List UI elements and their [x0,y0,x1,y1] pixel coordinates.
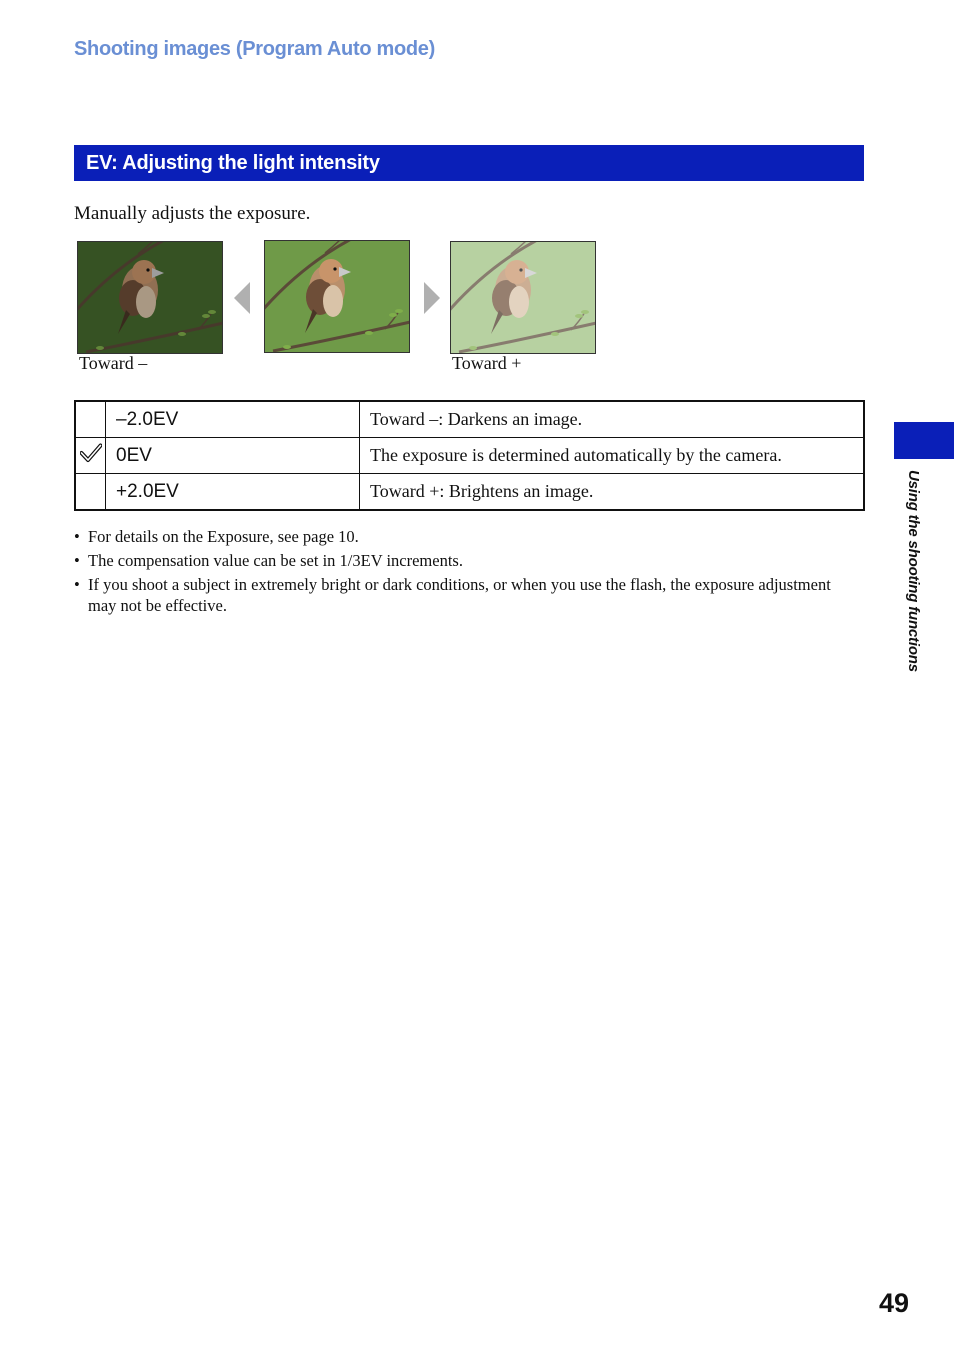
selection-cell [75,438,106,474]
caption-toward-plus: Toward + [452,353,522,373]
chapter-tab-label: Using the shooting functions [905,470,922,672]
ev-description: Toward –: Darkens an image. [360,401,865,438]
ev-description: Toward +: Brightens an image. [360,474,865,511]
list-item: • If you shoot a subject in extremely bright or dark conditions, or when you use the flash, the exposure adjustment may not be effective. [74,574,844,616]
table-row [75,438,864,474]
selection-cell [75,474,106,511]
bird-photo-bright [450,241,596,354]
bird-photo-normal [264,240,410,353]
page-number: 49 [879,1288,910,1318]
list-item: • The compensation value can be set in 1/3EV increments. [74,550,844,571]
caption-toward-minus: Toward – [79,353,148,373]
section-title: EV: Adjusting the light intensity [86,151,380,174]
table-row [75,474,864,511]
notes-list [74,526,844,619]
list-item: • For details on the Exposure, see page 10. [74,526,844,547]
running-head: Shooting images (Program Auto mode) [74,38,435,60]
intro-text: Manually adjusts the exposure. [74,203,311,224]
ev-value: 0EV [106,438,360,474]
ev-value: –2.0EV [106,401,360,438]
table-row [75,401,864,438]
chapter-tab [894,422,954,459]
ev-description: The exposure is determined automatically by the camera. [360,438,865,474]
checkmark-icon [80,443,102,463]
bird-photo-dark [77,241,223,354]
section-heading-bar [74,145,864,181]
triangle-left-icon [233,281,251,315]
selection-cell [75,401,106,438]
ev-options-table [74,400,865,511]
triangle-right-icon [423,281,441,315]
ev-value: +2.0EV [106,474,360,511]
